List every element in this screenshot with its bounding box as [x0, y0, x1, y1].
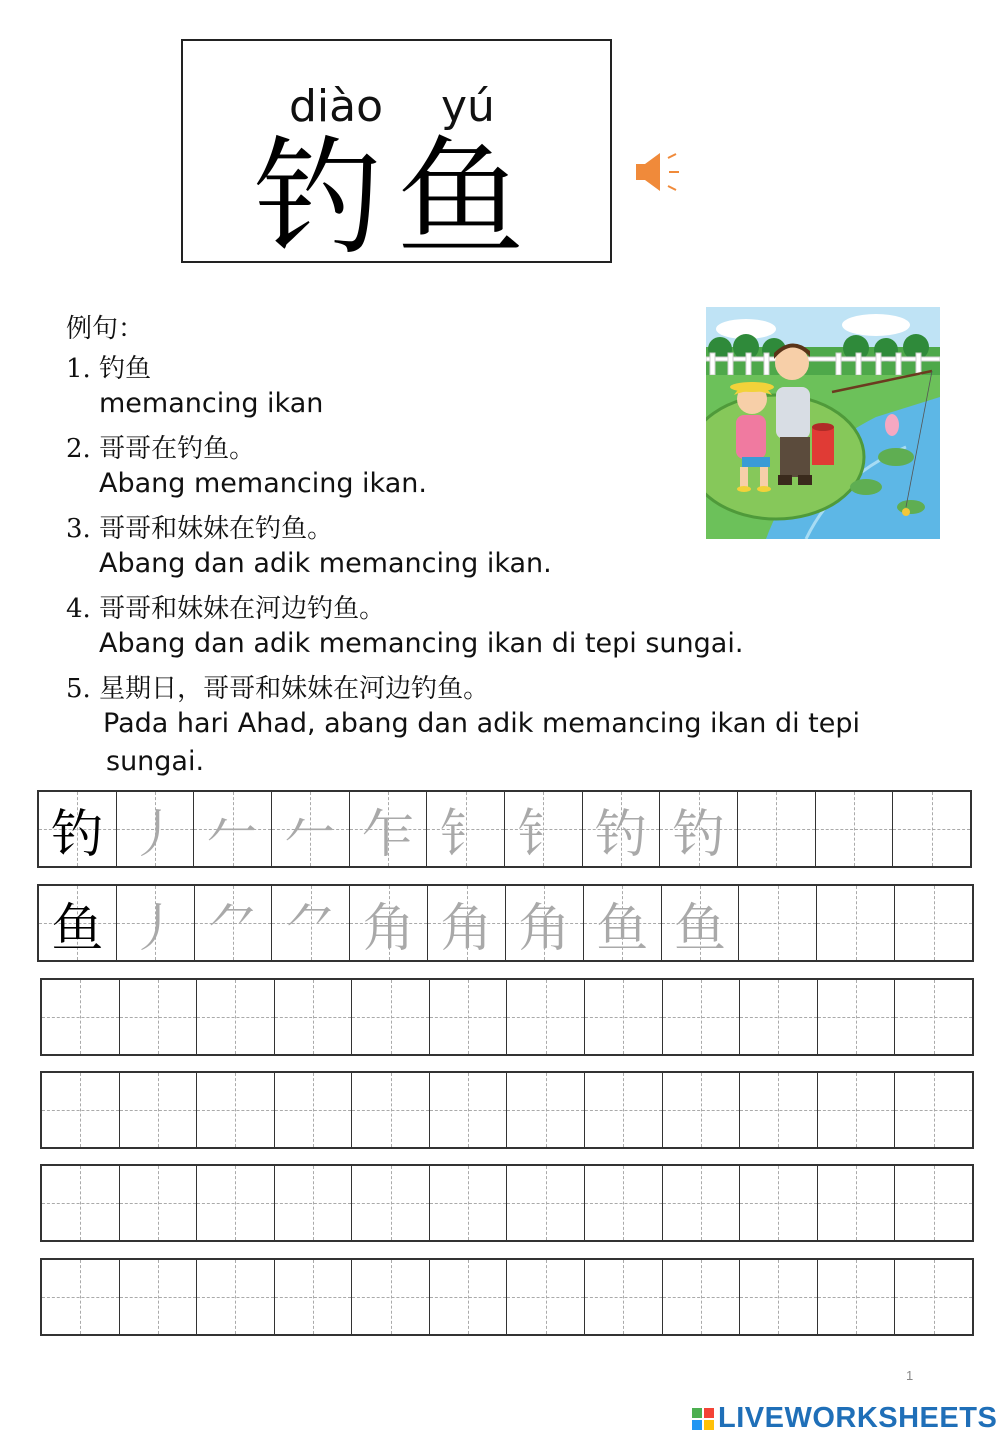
- grid-cell-empty[interactable]: [42, 980, 119, 1054]
- page-number: 1: [906, 1368, 914, 1383]
- grid-cell-trace[interactable]: [349, 886, 427, 960]
- grid-cell-model: [39, 886, 116, 960]
- grid-cell-empty[interactable]: [817, 1166, 895, 1240]
- grid-cell-empty[interactable]: [817, 980, 895, 1054]
- grid-cell-empty[interactable]: [506, 1073, 584, 1147]
- grid-cell-empty[interactable]: [119, 1166, 197, 1240]
- grid-cell-empty[interactable]: [739, 1260, 817, 1334]
- grid-cell-trace[interactable]: [426, 792, 504, 866]
- grid-cell-empty[interactable]: [894, 980, 972, 1054]
- grid-cell-empty[interactable]: [429, 1073, 507, 1147]
- grid-cell-empty[interactable]: [894, 886, 972, 960]
- sentence-ms-2: Abang memancing ikan.: [99, 468, 427, 499]
- grid-cell-empty[interactable]: [196, 1166, 274, 1240]
- grid-cell-empty[interactable]: [662, 1260, 740, 1334]
- grid-cell-empty[interactable]: [662, 980, 740, 1054]
- grid-cell-empty[interactable]: [894, 1073, 972, 1147]
- word-characters: 钓鱼: [254, 124, 539, 273]
- grid-cell-empty[interactable]: [196, 1260, 274, 1334]
- grid-cell-empty[interactable]: [584, 1260, 662, 1334]
- stroke-trace: 丿: [129, 898, 182, 959]
- stroke-trace: 角: [362, 898, 415, 959]
- sentence-zh-2: 2. 哥哥在钓鱼。: [66, 434, 256, 464]
- grid-cell-empty[interactable]: [584, 1073, 662, 1147]
- grid-cell-empty[interactable]: [274, 980, 352, 1054]
- grid-cell-empty[interactable]: [351, 1260, 429, 1334]
- pinyin-yu: yú: [441, 81, 495, 132]
- stroke-trace: 钓: [595, 804, 648, 865]
- stroke-trace: 钅: [439, 804, 492, 865]
- grid-cell-trace[interactable]: [661, 886, 739, 960]
- grid-cell-trace[interactable]: [194, 886, 272, 960]
- grid-cell-trace[interactable]: [116, 792, 194, 866]
- stroke-trace: 角: [440, 898, 493, 959]
- grid-cell-trace[interactable]: [583, 886, 661, 960]
- grid-cell-trace[interactable]: [427, 886, 505, 960]
- grid-cell-empty[interactable]: [429, 1166, 507, 1240]
- speaker-icon[interactable]: [634, 150, 684, 196]
- grid-cell-empty[interactable]: [119, 1073, 197, 1147]
- pinyin-diao: diào: [289, 81, 384, 132]
- grid-cell-trace[interactable]: [505, 886, 583, 960]
- liveworksheets-logo[interactable]: [692, 1402, 997, 1435]
- stroke-trace: 丿: [129, 804, 182, 865]
- grid-cell-empty[interactable]: [737, 792, 815, 866]
- fishing-illustration: [706, 307, 940, 539]
- grid-cell-empty[interactable]: [738, 886, 816, 960]
- grid-cell-empty[interactable]: [119, 1260, 197, 1334]
- grid-cell-empty[interactable]: [815, 792, 893, 866]
- stroke-trace: 钅: [517, 804, 570, 865]
- sentence-ms-5: Pada hari Ahad, abang dan adik memancing ikan di tepi: [103, 708, 861, 739]
- grid-cell-trace[interactable]: [659, 792, 737, 866]
- grid-cell-empty[interactable]: [196, 1073, 274, 1147]
- grid-cell-empty[interactable]: [894, 1166, 972, 1240]
- logo-text: LIVEWORKSHEETS: [718, 1402, 998, 1434]
- grid-cell-empty[interactable]: [584, 980, 662, 1054]
- grid-cell-empty[interactable]: [894, 1260, 972, 1334]
- practice-row-blank-2: [40, 1071, 974, 1149]
- sentence-ms-4: Abang dan adik memancing ikan di tepi sungai.: [99, 628, 744, 659]
- grid-cell-empty[interactable]: [584, 1166, 662, 1240]
- grid-cell-empty[interactable]: [817, 1260, 895, 1334]
- grid-cell-empty[interactable]: [351, 1073, 429, 1147]
- grid-cell-empty[interactable]: [42, 1260, 119, 1334]
- stroke-trace: 𠂉: [206, 804, 259, 865]
- grid-cell-empty[interactable]: [42, 1166, 119, 1240]
- grid-cell-empty[interactable]: [119, 980, 197, 1054]
- grid-cell-empty[interactable]: [662, 1166, 740, 1240]
- grid-cell-trace[interactable]: [271, 886, 349, 960]
- practice-row-diao: [37, 790, 972, 868]
- grid-cell-trace[interactable]: [349, 792, 427, 866]
- sentence-zh-5: 5. 星期日，哥哥和妹妹在河边钓鱼。: [66, 674, 490, 704]
- grid-cell-empty[interactable]: [351, 980, 429, 1054]
- grid-cell-empty[interactable]: [739, 1166, 817, 1240]
- logo-blocks-icon: [692, 1408, 714, 1430]
- practice-row-blank-4: [40, 1258, 974, 1336]
- grid-cell-empty[interactable]: [892, 792, 970, 866]
- grid-cell-empty[interactable]: [739, 1073, 817, 1147]
- practice-row-blank-1: [40, 978, 974, 1056]
- grid-cell-trace[interactable]: [271, 792, 349, 866]
- grid-cell-empty[interactable]: [429, 980, 507, 1054]
- grid-cell-empty[interactable]: [506, 980, 584, 1054]
- grid-cell-empty[interactable]: [351, 1166, 429, 1240]
- grid-cell-trace[interactable]: [116, 886, 194, 960]
- grid-cell-empty[interactable]: [506, 1260, 584, 1334]
- word-card: [181, 39, 612, 273]
- sentence-zh-3: 3. 哥哥和妹妹在钓鱼。: [66, 514, 334, 544]
- grid-cell-empty[interactable]: [739, 980, 817, 1054]
- grid-cell-empty[interactable]: [429, 1260, 507, 1334]
- grid-cell-empty[interactable]: [274, 1166, 352, 1240]
- grid-cell-trace[interactable]: [504, 792, 582, 866]
- sentence-ms-3: Abang dan adik memancing ikan.: [99, 548, 552, 579]
- sentence-zh-1: 1. 钓鱼: [66, 354, 152, 384]
- stroke-trace: 钓: [672, 804, 725, 865]
- grid-cell-empty[interactable]: [196, 980, 274, 1054]
- grid-cell-empty[interactable]: [817, 1073, 895, 1147]
- practice-row-yu: [37, 884, 974, 962]
- grid-cell-empty[interactable]: [506, 1166, 584, 1240]
- sentence-ms-1: memancing ikan: [99, 388, 324, 419]
- stroke-trace: 乍: [362, 804, 415, 865]
- stroke-trace: 角: [518, 898, 571, 959]
- stroke-trace: 鱼: [596, 898, 649, 959]
- stroke-trace: ⺈: [207, 898, 260, 959]
- grid-cell-trace[interactable]: [582, 792, 660, 866]
- grid-cell-empty[interactable]: [816, 886, 894, 960]
- grid-cell-trace[interactable]: [193, 792, 271, 866]
- stroke-trace: 𠂉: [284, 804, 337, 865]
- model-character: 鱼: [51, 898, 104, 959]
- grid-cell-model: [39, 792, 116, 866]
- grid-cell-empty[interactable]: [662, 1073, 740, 1147]
- example-heading: 例句：: [66, 314, 145, 344]
- stroke-trace: 鱼: [674, 898, 727, 959]
- sentence-zh-4: 4. 哥哥和妹妹在河边钓鱼。: [66, 594, 386, 624]
- practice-row-blank-3: [40, 1164, 974, 1242]
- model-character: 钓: [51, 804, 104, 865]
- stroke-trace: ⺈: [284, 898, 337, 959]
- grid-cell-empty[interactable]: [274, 1260, 352, 1334]
- sentence-ms-5-cont: sungai.: [106, 746, 205, 777]
- grid-cell-empty[interactable]: [274, 1073, 352, 1147]
- grid-cell-empty[interactable]: [42, 1073, 119, 1147]
